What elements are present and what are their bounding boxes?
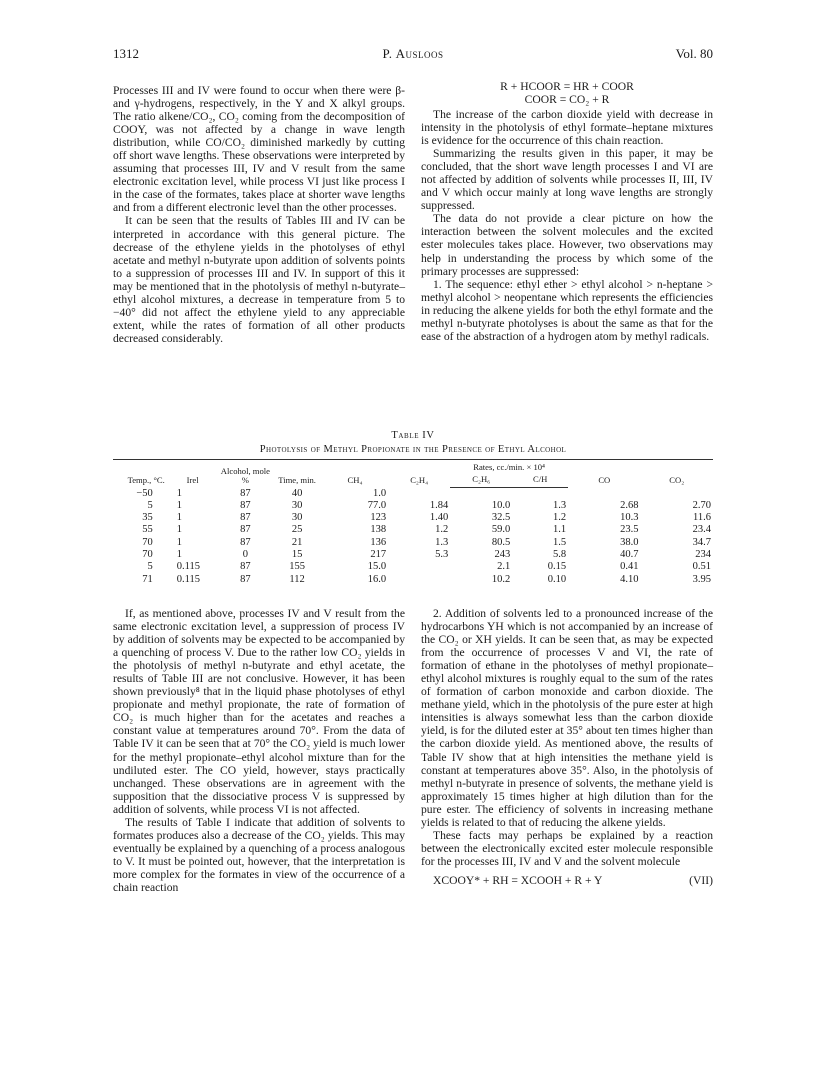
table-cell: 1	[176, 487, 183, 499]
table-cell: 1.0	[373, 487, 387, 499]
table-row	[113, 500, 713, 512]
table-row	[113, 537, 713, 549]
table-cell: 21	[291, 536, 303, 548]
left-column-lower	[113, 607, 405, 894]
table-cell: 155	[289, 561, 305, 573]
equation-line: COOR = CO₂ + R	[524, 93, 610, 106]
table-cell: 0.51	[692, 561, 711, 573]
table-row	[113, 488, 713, 500]
left-column-upper	[113, 84, 405, 345]
paragraph: The increase of the carbon dioxide yield with decrease in intensity in the photolysis of ethyl formate–heptane mixtures is evidence for the occurrence of this chain reaction.	[421, 108, 713, 148]
table-cell: 30	[291, 512, 303, 524]
equation-text: XCOOY* + RH = XCOOH + R + Y	[433, 873, 603, 887]
paragraph: If, as mentioned above, processes IV and V result from the same electronic excitation level, a suppression of process IV by addition of solvents may be expected to be accompanied by a quenching of process V. Due to the rather low CO₂ yields in the photolysis of methyl n-butyrate and ethyl acetate, the results of Table III are not conclusive. However, it has been shown previously⁸ that in the liquid phase photolyses of ethyl propionate and methyl propionate, the rate of formation of CO₂ is much higher than for the acetates and reaches a constant value at temperatures around 70°. From the data of Table IV it can be seen that at 70° the CO₂ yield is much lower for the methyl propionate–ethyl alcohol mixture than for the undiluted ester. The CO yield, however, stays practically unchanged. These observations are in agreement with the supposition that the dissociative process V is suppressed by addition of solvents, while process VI is not affected.	[113, 607, 405, 816]
table-cell: 1.84	[429, 499, 449, 511]
table-cell: 1	[176, 524, 183, 536]
table-cell: 0.41	[620, 561, 639, 573]
table-cell: 1.2	[435, 524, 449, 536]
paragraph: 1. The sequence: ethyl ether > ethyl alcohol > n-heptane > methyl alcohol > neopentane which represents the efficiencies in reducing the alkene yields for both the ethyl formate and the methyl n-butyrate photolyses is about the same as that for the ease of the abstraction of a hydrogen atom by methyl radicals.	[421, 277, 714, 343]
table-cell: 70	[142, 548, 153, 560]
table-cell: 5	[147, 499, 153, 511]
table-cell	[388, 488, 450, 500]
table-cell: 87	[240, 487, 251, 499]
table-cell: 87	[240, 561, 251, 573]
table-cell: 4.10	[620, 573, 639, 585]
column-header: Time, min.	[272, 460, 322, 488]
table-cell: 87	[240, 573, 251, 585]
table-cell	[568, 488, 640, 500]
table-cell: 23.4	[692, 524, 711, 536]
table-cell: 5.8	[552, 548, 567, 560]
page-header	[113, 46, 713, 64]
table-cell: 15.0	[367, 561, 387, 573]
volume-label: Vol. 80	[675, 46, 713, 61]
table-cell: 243	[494, 548, 511, 560]
column-header: C/H	[512, 475, 568, 488]
table-cell: 87	[240, 512, 251, 524]
table-cell: 1.1	[552, 524, 567, 536]
table-cell: 136	[370, 536, 387, 548]
rates-header: Rates, cc./min. × 10⁴	[450, 460, 568, 476]
table-cell: 87	[240, 524, 251, 536]
table-row	[113, 512, 713, 524]
column-header: C₂H₄	[388, 460, 450, 488]
chain-equation	[421, 80, 713, 106]
table-cell: 2.70	[692, 499, 711, 511]
table-cell: 5	[147, 561, 153, 573]
table-cell: 40	[291, 487, 303, 499]
column-header: Irel	[167, 460, 219, 488]
equation-line: R + HCOOR = HR + COOR	[500, 80, 634, 93]
table-cell: 1.3	[435, 536, 449, 548]
column-header: CO₂	[641, 460, 713, 488]
table-cell: 1	[176, 499, 183, 511]
page-number: 1312	[113, 46, 139, 61]
table-row	[113, 549, 713, 561]
table-cell: 10.2	[491, 573, 511, 585]
table-cell: 16.0	[367, 573, 387, 585]
table-cell	[641, 488, 713, 500]
table-cell	[512, 488, 568, 500]
table-cell: 87	[240, 536, 251, 548]
table-cell: 1.5	[552, 536, 567, 548]
table-cell: −50	[136, 487, 153, 499]
table-cell: 34.7	[692, 536, 711, 548]
table-cell: 70	[142, 536, 153, 548]
table-cell: 0.15	[547, 561, 567, 573]
table-cell	[450, 488, 512, 500]
table-row	[113, 524, 713, 536]
table-cell: 30	[291, 499, 303, 511]
table-cell: 1.3	[552, 499, 567, 511]
table-cell: 35	[142, 512, 153, 524]
paragraph: The results of Table I indicate that addition of solvents to formates produces also a decrease of the CO₂ yields. This may eventually be explained by a quenching of a process analogous to V. It must be pointed out, however, that the interpretation is more complex for the formates in view of the occurrence of a chain reaction	[113, 815, 406, 894]
table-cell: 10.3	[620, 512, 639, 524]
table-cell: 0	[242, 548, 249, 560]
table-iv	[113, 430, 713, 586]
table-cell: 40.7	[620, 548, 639, 560]
table-cell: 32.5	[491, 512, 511, 524]
table-cell: 1	[176, 548, 183, 560]
table-cell: 1	[176, 512, 183, 524]
table-cell: 3.95	[692, 573, 711, 585]
table-cell: 23.5	[620, 524, 639, 536]
table-cell: 1	[176, 536, 183, 548]
column-header: CO	[568, 460, 640, 488]
column-header: CH₄	[322, 460, 388, 488]
column-header: Alcohol, mole %	[219, 460, 273, 488]
right-column-lower	[421, 607, 713, 887]
table-cell: 1.2	[552, 512, 567, 524]
column-header: C₂H₆	[450, 475, 512, 488]
table-cell: 2.1	[497, 561, 511, 573]
table-row	[113, 561, 713, 573]
table-cell: 0.115	[176, 561, 201, 573]
equation-vii	[421, 874, 713, 887]
table-title: Table IV	[391, 430, 435, 441]
table-cell: 11.6	[693, 512, 711, 524]
table-cell: 59.0	[491, 524, 511, 536]
table-cell: 234	[695, 548, 711, 560]
table-cell: 80.5	[491, 536, 511, 548]
data-table	[113, 459, 713, 586]
table-cell: 38.0	[620, 536, 639, 548]
table-caption: Photolysis of Methyl Propionate in the Presence of Ethyl Alcohol	[259, 444, 567, 455]
table-cell: 0.115	[176, 573, 201, 585]
table-cell: 0.10	[547, 573, 567, 585]
column-header: Temp., °C.	[113, 460, 167, 488]
table-cell: 1.40	[429, 512, 449, 524]
table-cell: 15	[291, 548, 303, 560]
table-cell: 10.0	[491, 499, 511, 511]
paragraph: Summarizing the results given in this paper, it may be concluded, that the short wave length processes I and VI are not affected by addition of solvents while processes II, III, IV and V which occur mainly at long wave lengths are strongly suppressed.	[421, 147, 713, 213]
running-head-author: P. Ausloos	[382, 46, 444, 61]
table-cell: 138	[370, 524, 387, 536]
table-cell	[388, 561, 450, 573]
table-row	[113, 574, 713, 586]
paragraph: It can be seen that the results of Tables III and IV can be interpreted in accordance with this general picture. The decrease of the ethylene yields in the photolyses of ethyl acetate and methyl n-butyrate upon addition of solvents points to a suppression of processes III and IV. In support of this it may be mentioned that in the photolysis of methyl n-butyrate–ethyl alcohol mixtures, a decrease in temperature from 5 to −40° did not affect the ethylene yield to any appreciable extent, while the rates of formation of all other products decreased considerably.	[113, 214, 405, 345]
table-cell: 2.68	[620, 499, 639, 511]
table-cell: 71	[142, 573, 153, 585]
table-cell: 217	[370, 548, 387, 560]
table-cell: 55	[142, 524, 153, 536]
table-cell: 5.3	[435, 548, 449, 560]
table-cell: 77.0	[367, 499, 387, 511]
paragraph: 2. Addition of solvents led to a pronounced increase of the hydrocarbons YH which is not accompanied by an increase of the CO₂ or XH yields. It can be seen that, as may be expected from the occurrence of processes V and VI, the rate of formation of ethane in the photolyses of methyl propionate–ethyl alcohol mixtures is roughly equal to the sum of the rates of formation of carbon monoxide and carbon dioxide. The methane yield, which in the photolysis of the pure ester at high intensities is always somewhat less than the carbon dioxide yield, is for the diluted ester at 35° about ten times higher than the carbon dioxide yield. As mentioned above, the results of Table IV show that at high intensities the methane yield is constant at temperatures above 35°. Also, in the photolysis of methyl n-butyrate in presence of solvents, the methane yield is approximately 15 times higher at high dilution than for the pure ester. The efficiency of solvents in increasing methane yields is related to that of reducing the alkene yields.	[421, 607, 713, 829]
equation-label: (VII)	[689, 873, 713, 887]
paragraph: The data do not provide a clear picture on how the interaction between the solvent molecules and the excited ester molecules takes place. However, two observations may help in understanding the process by which some of the primary processes are suppressed:	[421, 212, 713, 278]
right-column-upper	[421, 80, 713, 343]
paragraph: These facts may perhaps be explained by a reaction between the electronically excited ester molecule responsible for the processes III, IV and V and the solvent molecule	[421, 828, 713, 868]
table-cell: 25	[291, 524, 303, 536]
paragraph: Processes III and IV were found to occur when there were β- and γ-hydrogens, respectively, in the Y and X alkyl groups. The ratio alkene/CO₂, CO₂ coming from the decomposition of COOY, was not affected by a change in wave length distribution, while CO/CO₂ diminished markedly by cutting off short wave lengths. These observations were interpreted by assuming that processes III, IV and V result from the same electronic excitation level, while process VI just like process I in the case of the formates, takes place at shorter wave lengths and from a different electronic level than the other processes.	[113, 84, 405, 215]
table-cell	[388, 574, 450, 586]
table-cell: 87	[240, 499, 251, 511]
table-cell: 123	[370, 512, 387, 524]
table-cell: 112	[289, 573, 305, 585]
